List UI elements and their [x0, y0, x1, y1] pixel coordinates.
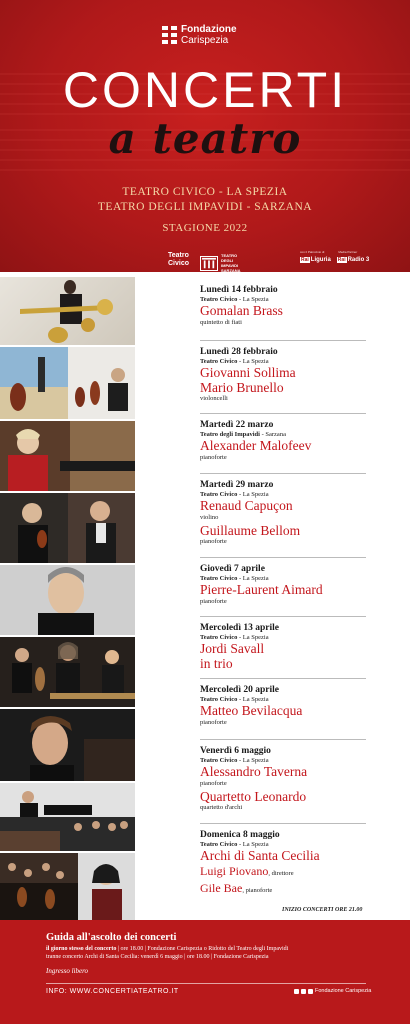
- brand-name-line2: Carispezia: [181, 35, 229, 46]
- concert-divider: [200, 557, 366, 558]
- header-banner: [0, 0, 410, 272]
- concert-date: Giovedì 7 aprile: [200, 564, 265, 574]
- artist-name: in trio: [200, 655, 233, 671]
- photo-malofeev: [0, 421, 135, 491]
- concert-divider: [200, 473, 366, 474]
- artist-role: pianoforte: [200, 538, 227, 545]
- guide-line-1-rest: | ore 18.00 | Fondazione Carispezia o Ridotto del Teatro degli Impavidi: [116, 946, 289, 952]
- rai-radio3-text: Radio 3: [347, 257, 370, 263]
- concert-item: [200, 746, 370, 812]
- artist-name-with-role: [200, 864, 370, 882]
- guide-line-1: [46, 945, 288, 953]
- artist-name: Mario Brunello: [200, 379, 284, 395]
- venue-city: - Sarzana: [259, 431, 286, 438]
- artist-name: Alexander Malofeev: [200, 438, 312, 453]
- artist-name-with-role: [200, 881, 370, 899]
- facebook-icon[interactable]: [294, 989, 299, 994]
- concert-item: [200, 685, 370, 727]
- fondazione-carispezia-logo: [162, 24, 237, 46]
- concert-date: Lunedì 28 febbraio: [200, 347, 278, 357]
- season-label: STAGIONE 2022: [162, 222, 248, 234]
- impavidi-logo-line3: IMPAVIDI: [221, 263, 239, 268]
- venue-name: Teatro Civico: [200, 296, 238, 303]
- venue-city: - La Spezia: [237, 696, 269, 703]
- venue-name: Teatro degli Impavidi: [200, 431, 260, 438]
- title-concerti: CONCERTI: [62, 62, 348, 118]
- artist-name: Renaud Capuçon: [200, 498, 293, 513]
- concert-divider: [200, 678, 366, 679]
- photo-santa-cecilia-bae: [0, 853, 135, 920]
- rai-liguria-logo: [300, 257, 331, 263]
- photo-capucon-bellom: [0, 493, 135, 563]
- rai-liguria-text: Liguria: [310, 257, 331, 263]
- teatro-civico-logo: [168, 252, 189, 268]
- concert-item: [200, 347, 370, 403]
- artist-name: Gomalan Brass: [200, 303, 283, 318]
- artist-name: Quartetto Leonardo: [200, 788, 307, 804]
- footer-banner: [0, 920, 410, 1024]
- concert-item: [200, 285, 370, 327]
- theatre-facade-icon: [200, 256, 218, 271]
- venue-line-civico: TEATRO CIVICO - LA SPEZIA: [122, 186, 288, 198]
- photo-savall-trio: [0, 637, 135, 707]
- photo-gomalan-brass: [0, 277, 135, 345]
- teatro-impavidi-logo: [200, 253, 241, 272]
- concert-divider: [200, 823, 366, 824]
- footer-divider: [46, 983, 366, 984]
- concert-date: Mercoledì 13 aprile: [200, 623, 279, 633]
- artist-role: quartetto d'archi: [200, 804, 243, 811]
- impavidi-logo-line1: TEATRO: [221, 253, 238, 258]
- venue-name: Teatro Civico: [200, 696, 238, 703]
- photo-sollima-brunello: [0, 347, 135, 419]
- concert-item: [200, 623, 370, 671]
- artist-name: Pierre-Laurent Aimard: [200, 582, 323, 597]
- artist-role: violino: [200, 513, 219, 521]
- artist-role: pianoforte: [200, 779, 227, 787]
- carispezia-logo-icon: [162, 26, 177, 44]
- photo-bevilacqua: [0, 709, 135, 781]
- start-time-note: INIZIO CONCERTI ORE 21.00: [282, 907, 363, 913]
- artist-name: Gile Bae: [200, 881, 243, 895]
- concert-divider: [200, 413, 366, 414]
- artist-role: violoncelli: [200, 395, 228, 402]
- civico-logo-line1: Teatro: [168, 252, 189, 259]
- venue-city: - La Spezia: [237, 757, 269, 764]
- venue-name: Teatro Civico: [200, 841, 238, 848]
- artist-role: pianoforte: [200, 453, 227, 461]
- brand-name-line1: Fondazione: [181, 24, 237, 35]
- concert-date: Domenica 8 maggio: [200, 830, 280, 840]
- artist-name: Jordi Savall: [200, 641, 265, 656]
- social-links: [294, 988, 371, 994]
- concert-item: [200, 420, 370, 462]
- concert-date: Martedì 29 marzo: [200, 480, 274, 490]
- artist-name: Luigi Piovano: [200, 863, 269, 878]
- venue-city: - La Spezia: [237, 491, 269, 498]
- concert-item: [200, 564, 370, 606]
- venue-city: - La Spezia: [237, 358, 269, 365]
- impavidi-logo-line2: DEGLI: [221, 258, 234, 263]
- venue-name: Teatro Civico: [200, 358, 238, 365]
- rai-partners: [300, 250, 369, 263]
- photo-taverna-quartetto: [0, 783, 135, 851]
- artist-role: pianoforte: [200, 597, 227, 605]
- info-website-link[interactable]: INFO: WWW.CONCERTIATEATRO.IT: [46, 988, 179, 995]
- media-partner-label: Media Partner: [338, 250, 358, 254]
- guide-line-1-bold: il giorno stesso del concerto: [46, 946, 117, 952]
- venue-city: - La Spezia: [237, 841, 269, 848]
- youtube-icon[interactable]: [308, 989, 313, 994]
- venue-name: Teatro Civico: [200, 634, 238, 641]
- concert-date: Lunedì 14 febbraio: [200, 285, 278, 295]
- concert-date: Venerdì 6 maggio: [200, 746, 271, 756]
- free-entry-label: Ingresso libero: [46, 967, 89, 975]
- venue-city: - La Spezia: [237, 634, 269, 641]
- artist-name: Archi di Santa Cecilia: [200, 848, 320, 863]
- civico-logo-line2: Civico: [168, 260, 190, 267]
- social-label: Fondazione Carispezia: [315, 988, 372, 994]
- artist-name: Guillaume Bellom: [200, 522, 301, 538]
- venue-city: - La Spezia: [237, 296, 269, 303]
- venue-name: Teatro Civico: [200, 575, 238, 582]
- artist-role: , pianoforte: [242, 887, 273, 894]
- rai-radio3-logo: [337, 257, 369, 263]
- concert-date: Mercoledì 20 aprile: [200, 685, 279, 695]
- artist-name: Matteo Bevilacqua: [200, 703, 303, 718]
- concert-divider: [200, 340, 366, 341]
- rai-mark: Rai: [337, 257, 346, 263]
- rai-mark: Rai: [301, 257, 309, 263]
- guide-title: Guida all'ascolto dei concerti: [46, 932, 177, 943]
- venue-city: - La Spezia: [237, 575, 269, 582]
- artist-name: Alessandro Taverna: [200, 764, 308, 779]
- concert-divider: [200, 616, 366, 617]
- guide-line-2: tranne concerto Archi di Santa Cecilia: venerdì 6 maggio | ore 18.00 | Fondazione Carispezia: [46, 954, 269, 960]
- artist-role: pianoforte: [200, 718, 227, 726]
- artist-name: Giovanni Sollima: [200, 365, 296, 380]
- impavidi-logo-line4: SARZANA: [221, 268, 241, 272]
- patronage-label: con il Patrocinio di: [300, 250, 325, 254]
- concert-date: Martedì 22 marzo: [200, 420, 274, 430]
- title-a-teatro: a teatro: [108, 114, 302, 163]
- venue-line-impavidi: TEATRO DEGLI IMPAVIDI - SARZANA: [97, 201, 313, 213]
- instagram-icon[interactable]: [301, 989, 306, 994]
- concert-item: [200, 480, 370, 546]
- artist-role: , direttore: [268, 869, 294, 877]
- concert-divider: [200, 739, 366, 740]
- artist-photo-column: [0, 277, 135, 920]
- concert-item: [200, 830, 370, 899]
- venue-name: Teatro Civico: [200, 757, 238, 764]
- photo-aimard: [0, 565, 135, 635]
- artist-role: quintetto di fiati: [200, 318, 242, 326]
- venue-name: Teatro Civico: [200, 491, 238, 498]
